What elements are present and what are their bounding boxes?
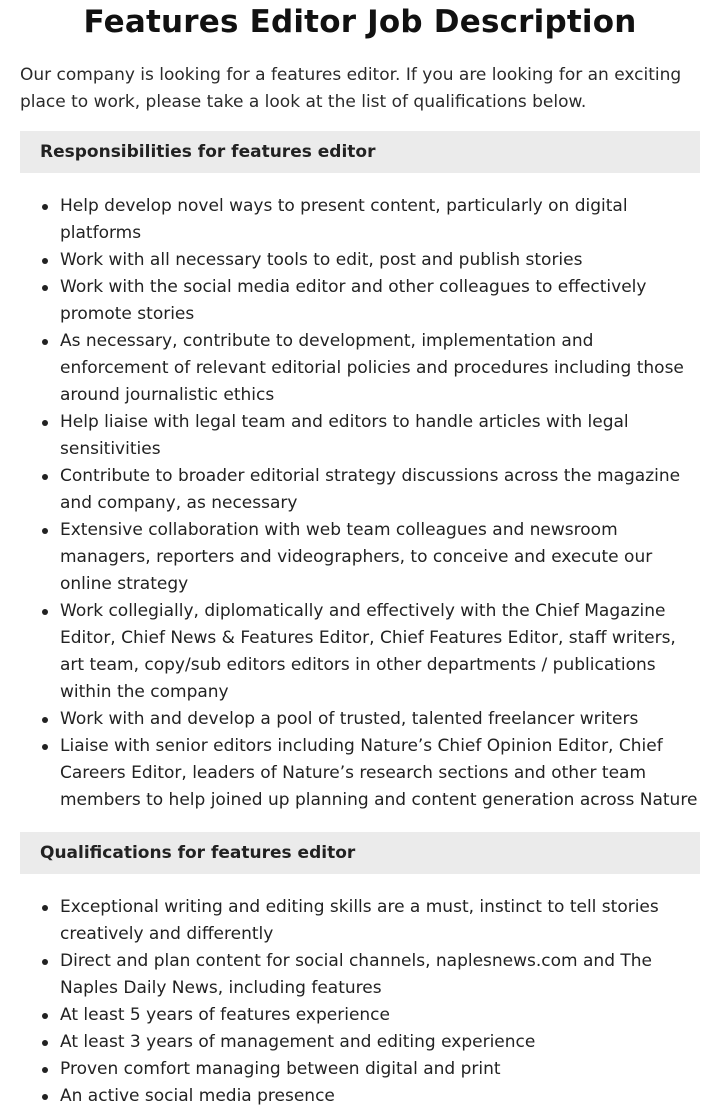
list-item: Help liaise with legal team and editors to handle articles with legal sensitivities [60,409,700,463]
intro-paragraph: Our company is looking for a features editor. If you are looking for an exciting place to work, please take a look at the list of qualifications below. [20,65,682,112]
responsibilities-list [20,193,700,814]
list-item: Work with and develop a pool of trusted, talented freelancer writers [60,706,700,733]
list-item: Proven comfort managing between digital and print [60,1056,700,1083]
qualifications-list [20,894,700,1110]
list-item: Contribute to broader editorial strategy discussions across the magazine and company, as necessary [60,463,700,517]
page-title: Features Editor Job Description [83,4,637,40]
list-item: At least 3 years of management and editing experience [60,1029,700,1056]
list-item: Work with the social media editor and other colleagues to effectively promote stories [60,274,700,328]
list-item: Work with all necessary tools to edit, post and publish stories [60,247,700,274]
list-item: At least 5 years of features experience [60,1002,700,1029]
responsibilities-heading: Responsibilities for features editor [20,131,700,173]
list-item: Help develop novel ways to present content, particularly on digital platforms [60,193,700,247]
list-item: Extensive collaboration with web team colleagues and newsroom managers, reporters and videographers, to conceive and execute our online strategy [60,517,700,598]
list-item: An active social media presence [60,1083,700,1110]
list-item: Exceptional writing and editing skills are a must, instinct to tell stories creatively and differently [60,894,700,948]
list-item: Direct and plan content for social channels, naplesnews.com and The Naples Daily News, including features [60,948,700,1002]
qualifications-heading: Qualifications for features editor [20,832,700,874]
list-item: As necessary, contribute to development, implementation and enforcement of relevant editorial policies and procedures including those around journalistic ethics [60,328,700,409]
list-item: Liaise with senior editors including Nature’s Chief Opinion Editor, Chief Careers Editor, leaders of Nature’s research sections and other team members to help joined up planning and content generation across Nature [60,733,700,814]
list-item: Work collegially, diplomatically and effectively with the Chief Magazine Editor, Chief News & Features Editor, Chief Features Editor, staff writers, art team, copy/sub editors editors in other departments / publications within the company [60,598,700,706]
